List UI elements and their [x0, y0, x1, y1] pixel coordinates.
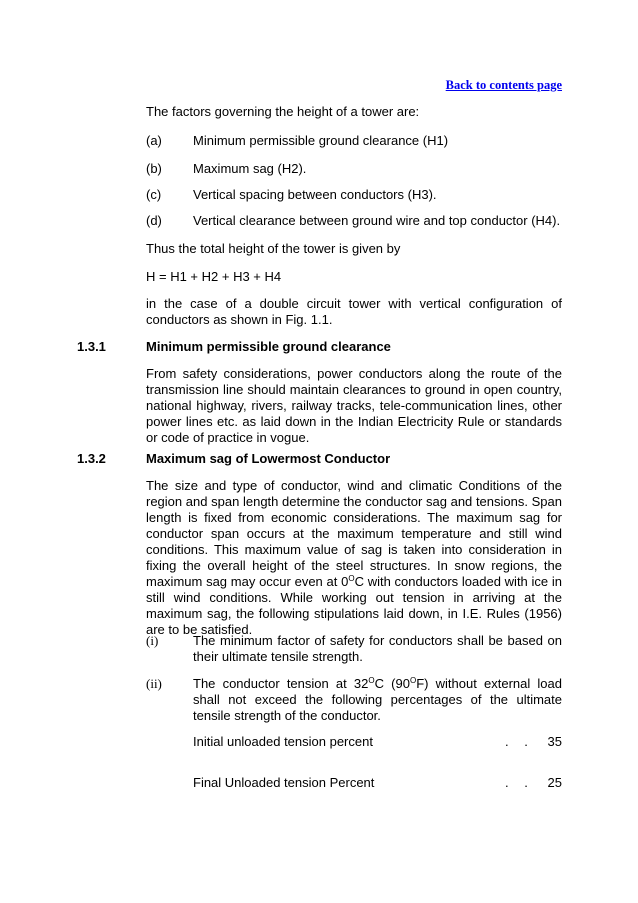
tension-row-value: 35 [547, 734, 562, 749]
stipulation-ii-part-a: The conductor tension at 32 [193, 676, 369, 691]
configuration-text: in the case of a double circuit tower with vertical configuration of conductors as shown in Fig. 1.1. [146, 296, 562, 327]
stipulation-text-i: The minimum factor of safety for conductors shall be based on their ultimate tensile strength. [193, 633, 562, 664]
section-body-1-3-1: From safety considerations, power conductors along the route of the transmission line should maintain clearances to ground in open country, national highway, rivers, railway tracks, tele-communication lines, other power lines etc. as laid down in the Indian Electricity Rule or standards or code of practice in vogue. [146, 366, 562, 445]
tension-row-label: Initial unloaded tension percent [193, 734, 373, 749]
section-body-1-3-2 [146, 478, 562, 638]
tension-row-leader: . . [505, 775, 534, 790]
section-number-1-3-2: 1.3.2 [77, 451, 106, 466]
stipulation-marker-ii: (ii) [146, 676, 162, 691]
degree-superscript: O [368, 676, 375, 685]
factor-marker-a: (a) [146, 133, 162, 148]
intro-text: The factors governing the height of a tower are: [146, 104, 420, 119]
total-height-text: Thus the total height of the tower is given by [146, 241, 401, 256]
back-to-contents-link[interactable]: Back to contents page [445, 78, 562, 92]
factor-marker-d: (d) [146, 213, 162, 228]
factor-text-a: Minimum permissible ground clearance (H1) [193, 133, 449, 148]
stipulation-marker-i: (i) [146, 633, 159, 648]
stipulation-ii-part-c: F) without external load shall not exceed the following percentages of the ultimate tensile strength of the conductor. [193, 676, 562, 723]
factor-text-d: Vertical clearance between ground wire and top conductor (H4). [193, 213, 561, 228]
section-title-1-3-2: Maximum sag of Lowermost Conductor [146, 451, 391, 466]
tension-row-label: Final Unloaded tension Percent [193, 775, 375, 790]
factor-text-c: Vertical spacing between conductors (H3). [193, 187, 437, 202]
factor-text-b: Maximum sag (H2). [193, 161, 307, 176]
degree-superscript: O [348, 574, 355, 583]
degree-superscript: O [409, 676, 417, 685]
section-number-1-3-1: 1.3.1 [77, 339, 106, 354]
factor-marker-c: (c) [146, 187, 162, 202]
body-text-part-1: The size and type of conductor, wind and climatic Conditions of the region and span length determine the conductor sag and tensions. Span length is fixed from economic considerations. The maximum sag for conductor span occurs at the maximum temperature and still wind conditions. This maximum value of sag is taken into consideration in fixing the overall height of the steel structures. In snow regions, the maximum sag may occur even at 0 [146, 478, 562, 589]
tension-row-leader: . . [505, 734, 534, 749]
stipulation-text-ii [193, 676, 562, 724]
stipulation-ii-part-b: C (90 [374, 676, 410, 691]
height-formula: H = H1 + H2 + H3 + H4 [146, 269, 282, 284]
factor-marker-b: (b) [146, 161, 162, 176]
tension-row-value: 25 [547, 775, 562, 790]
section-title-1-3-1: Minimum permissible ground clearance [146, 339, 391, 354]
body-text-part-2: C with conductors loaded with ice in still wind conditions. While working out tension in arriving at the maximum sag, the following stipulations laid down, in I.E. Rules (1956) are to be satisfied. [146, 574, 562, 637]
